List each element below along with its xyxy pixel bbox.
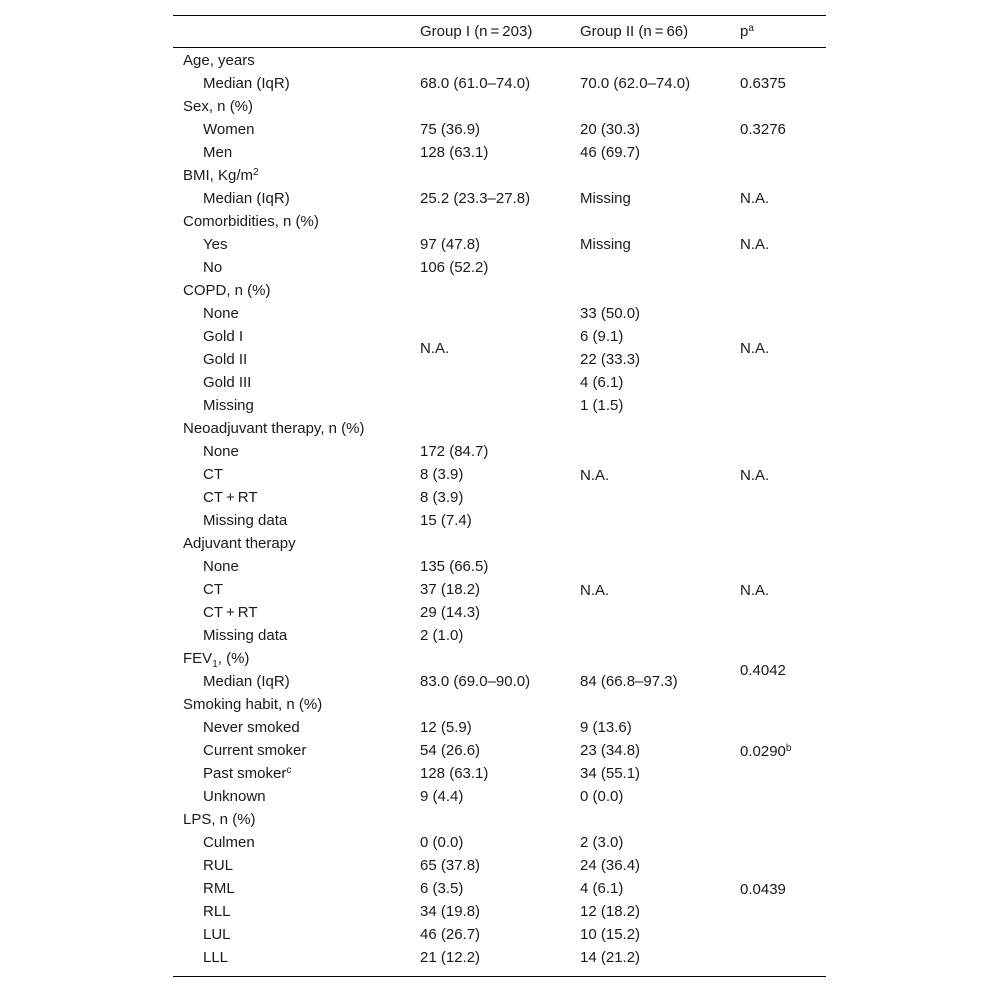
row-section-label: LPS, n (%) xyxy=(183,811,256,828)
table-row xyxy=(173,900,826,923)
row-sublabel: Gold II xyxy=(203,351,248,368)
table-row xyxy=(173,417,826,440)
group-2-value: 0 (0.0) xyxy=(580,788,624,805)
table-row xyxy=(173,256,826,279)
row-section-label: Smoking habit, n (%) xyxy=(183,696,323,713)
group-1-value: 9 (4.4) xyxy=(420,788,464,805)
group-2-value: 6 (9.1) xyxy=(580,328,624,345)
group-1-value: 128 (63.1) xyxy=(420,144,489,161)
row-sublabel: Missing data xyxy=(203,512,288,529)
row-sublabel: RUL xyxy=(203,857,234,874)
row-sublabel: Women xyxy=(203,121,255,138)
table-header xyxy=(173,16,826,48)
group-1-value: 128 (63.1) xyxy=(420,765,489,782)
row-sublabel: Yes xyxy=(203,236,228,253)
group-2-value: 1 (1.5) xyxy=(580,397,624,414)
table-row xyxy=(173,49,826,72)
row-sublabel: None xyxy=(203,558,239,575)
table-row xyxy=(173,95,826,118)
table-row xyxy=(173,923,826,946)
copd-group-1-span: N.A. xyxy=(420,340,450,357)
table-row xyxy=(173,854,826,877)
table-row xyxy=(173,739,826,762)
table-row xyxy=(173,693,826,716)
group-2-value: 34 (55.1) xyxy=(580,765,641,782)
group-2-value: 4 (6.1) xyxy=(580,880,624,897)
adjuvant-p-span: N.A. xyxy=(740,582,770,599)
row-section-label: Comorbidities, n (%) xyxy=(183,213,319,230)
group-2-value: 14 (21.2) xyxy=(580,949,641,966)
group-1-value: 15 (7.4) xyxy=(420,512,472,529)
table-row xyxy=(173,302,826,325)
row-section-label: BMI, $Kg/m^2$ xyxy=(183,167,259,184)
fev-p-span: 0.4042 xyxy=(740,662,786,679)
table-row xyxy=(173,279,826,302)
p-value: 0.6375 xyxy=(740,75,786,92)
table-row xyxy=(173,233,826,256)
group-2-value: Missing xyxy=(580,236,631,253)
table-row xyxy=(173,440,826,463)
row-sublabel: Culmen xyxy=(203,834,255,851)
row-sublabel: Never smoked xyxy=(203,719,300,736)
group-2-value: 23 (34.8) xyxy=(580,742,641,759)
table-row xyxy=(173,877,826,900)
table-row xyxy=(173,831,826,854)
table-row xyxy=(173,118,826,141)
group-2-value: 84 (66.8–97.3) xyxy=(580,673,678,690)
neoadjuvant-p-span: N.A. xyxy=(740,467,770,484)
table-row xyxy=(173,325,826,348)
group-2-value: Missing xyxy=(580,190,631,207)
row-sublabel: Missing xyxy=(203,397,254,414)
table-row xyxy=(173,463,826,486)
p-value: N.A. xyxy=(740,190,770,207)
table-row xyxy=(173,578,826,601)
row-section-label: Sex, n (%) xyxy=(183,98,254,115)
row-sublabel: CT + RT xyxy=(203,489,258,506)
row-sublabel: Unknown xyxy=(203,788,266,805)
group-1-value: 12 (5.9) xyxy=(420,719,472,736)
group-1-value: 6 (3.5) xyxy=(420,880,464,897)
row-sublabel: Median (IqR) xyxy=(203,75,290,92)
table-row xyxy=(173,624,826,647)
row-sublabel: CT + RT xyxy=(203,604,258,621)
group-1-value: 0 (0.0) xyxy=(420,834,464,851)
table-row xyxy=(173,532,826,555)
row-sublabel: RLL xyxy=(203,903,231,920)
table-row xyxy=(173,647,826,670)
row-sublabel: No xyxy=(203,259,223,276)
row-sublabel: Median (IqR) xyxy=(203,673,290,690)
row-sublabel: Gold III xyxy=(203,374,252,391)
group-1-value: 34 (19.8) xyxy=(420,903,481,920)
group-2-value: 10 (15.2) xyxy=(580,926,641,943)
group-2-value: 20 (30.3) xyxy=(580,121,641,138)
row-sublabel: LLL xyxy=(203,949,229,966)
group-1-value: 172 (84.7) xyxy=(420,443,489,460)
table-row xyxy=(173,72,826,95)
group-1-value: 8 (3.9) xyxy=(420,466,464,483)
row-sublabel: Men xyxy=(203,144,233,161)
group-1-value: 68.0 (61.0–74.0) xyxy=(420,75,531,92)
lps-p-span: 0.0439 xyxy=(740,881,786,898)
header-p-value: $p^a$ xyxy=(740,23,754,40)
group-1-value: 97 (47.8) xyxy=(420,236,481,253)
row-sublabel: CT xyxy=(203,581,223,598)
group-1-value: 65 (37.8) xyxy=(420,857,481,874)
group-1-value: 2 (1.0) xyxy=(420,627,464,644)
row-sublabel: None xyxy=(203,305,239,322)
group-1-value: 37 (18.2) xyxy=(420,581,481,598)
table-row xyxy=(173,210,826,233)
p-value: 0.3276 xyxy=(740,121,786,138)
table-row xyxy=(173,371,826,394)
group-2-value: 4 (6.1) xyxy=(580,374,624,391)
table-row xyxy=(173,670,826,693)
row-section-label: Neoadjuvant therapy, n (%) xyxy=(183,420,365,437)
header-group-2: Group II (n = 66) xyxy=(580,23,689,40)
neoadjuvant-group-2-span: N.A. xyxy=(580,467,610,484)
row-sublabel: Current smoker xyxy=(203,742,307,759)
table-row xyxy=(173,762,826,785)
group-2-value: 2 (3.0) xyxy=(580,834,624,851)
row-section-label: COPD, n (%) xyxy=(183,282,271,299)
table-row xyxy=(173,808,826,831)
adjuvant-group-2-span: N.A. xyxy=(580,582,610,599)
group-2-value: 24 (36.4) xyxy=(580,857,641,874)
table-row xyxy=(173,164,826,187)
row-sublabel: Gold I xyxy=(203,328,244,345)
group-1-value: 54 (26.6) xyxy=(420,742,481,759)
group-1-value: 25.2 (23.3–27.8) xyxy=(420,190,531,207)
row-sublabel: RML xyxy=(203,880,235,897)
header-group-1: Group I (n = 203) xyxy=(420,23,533,40)
table-row xyxy=(173,946,826,969)
table-row xyxy=(173,486,826,509)
group-1-value: 83.0 (69.0–90.0) xyxy=(420,673,531,690)
table-row xyxy=(173,601,826,624)
table-row xyxy=(173,187,826,210)
group-1-value: 21 (12.2) xyxy=(420,949,481,966)
row-sublabel: Median (IqR) xyxy=(203,190,290,207)
group-1-value: 46 (26.7) xyxy=(420,926,481,943)
group-2-value: 12 (18.2) xyxy=(580,903,641,920)
table-row xyxy=(173,555,826,578)
table-row xyxy=(173,141,826,164)
group-2-value: 22 (33.3) xyxy=(580,351,641,368)
group-1-value: 29 (14.3) xyxy=(420,604,481,621)
group-2-value: 46 (69.7) xyxy=(580,144,641,161)
group-2-value: 9 (13.6) xyxy=(580,719,632,736)
group-1-value: 75 (36.9) xyxy=(420,121,481,138)
row-section-label: Adjuvant therapy xyxy=(183,535,296,552)
row-section-label: Age, years xyxy=(183,52,255,69)
table-row xyxy=(173,716,826,739)
row-sublabel: LUL xyxy=(203,926,231,943)
row-sublabel: Missing data xyxy=(203,627,288,644)
group-1-value: 135 (66.5) xyxy=(420,558,489,575)
group-2-value: 33 (50.0) xyxy=(580,305,641,322)
row-section-label: $FEV_1$, (%) xyxy=(183,650,250,670)
table-row xyxy=(173,785,826,808)
characteristics-table xyxy=(173,15,826,977)
table-row xyxy=(173,509,826,532)
row-sublabel: None xyxy=(203,443,239,460)
table-row xyxy=(173,348,826,371)
copd-p-span: N.A. xyxy=(740,340,770,357)
row-sublabel: Past smoker$^c$ xyxy=(203,765,292,782)
group-1-value: 8 (3.9) xyxy=(420,489,464,506)
smoking-p-span: 0.0290$^b$ xyxy=(740,743,792,760)
group-2-value: 70.0 (62.0–74.0) xyxy=(580,75,691,92)
row-sublabel: CT xyxy=(203,466,223,483)
group-1-value: 106 (52.2) xyxy=(420,259,489,276)
p-value: N.A. xyxy=(740,236,770,253)
table-row xyxy=(173,394,826,417)
